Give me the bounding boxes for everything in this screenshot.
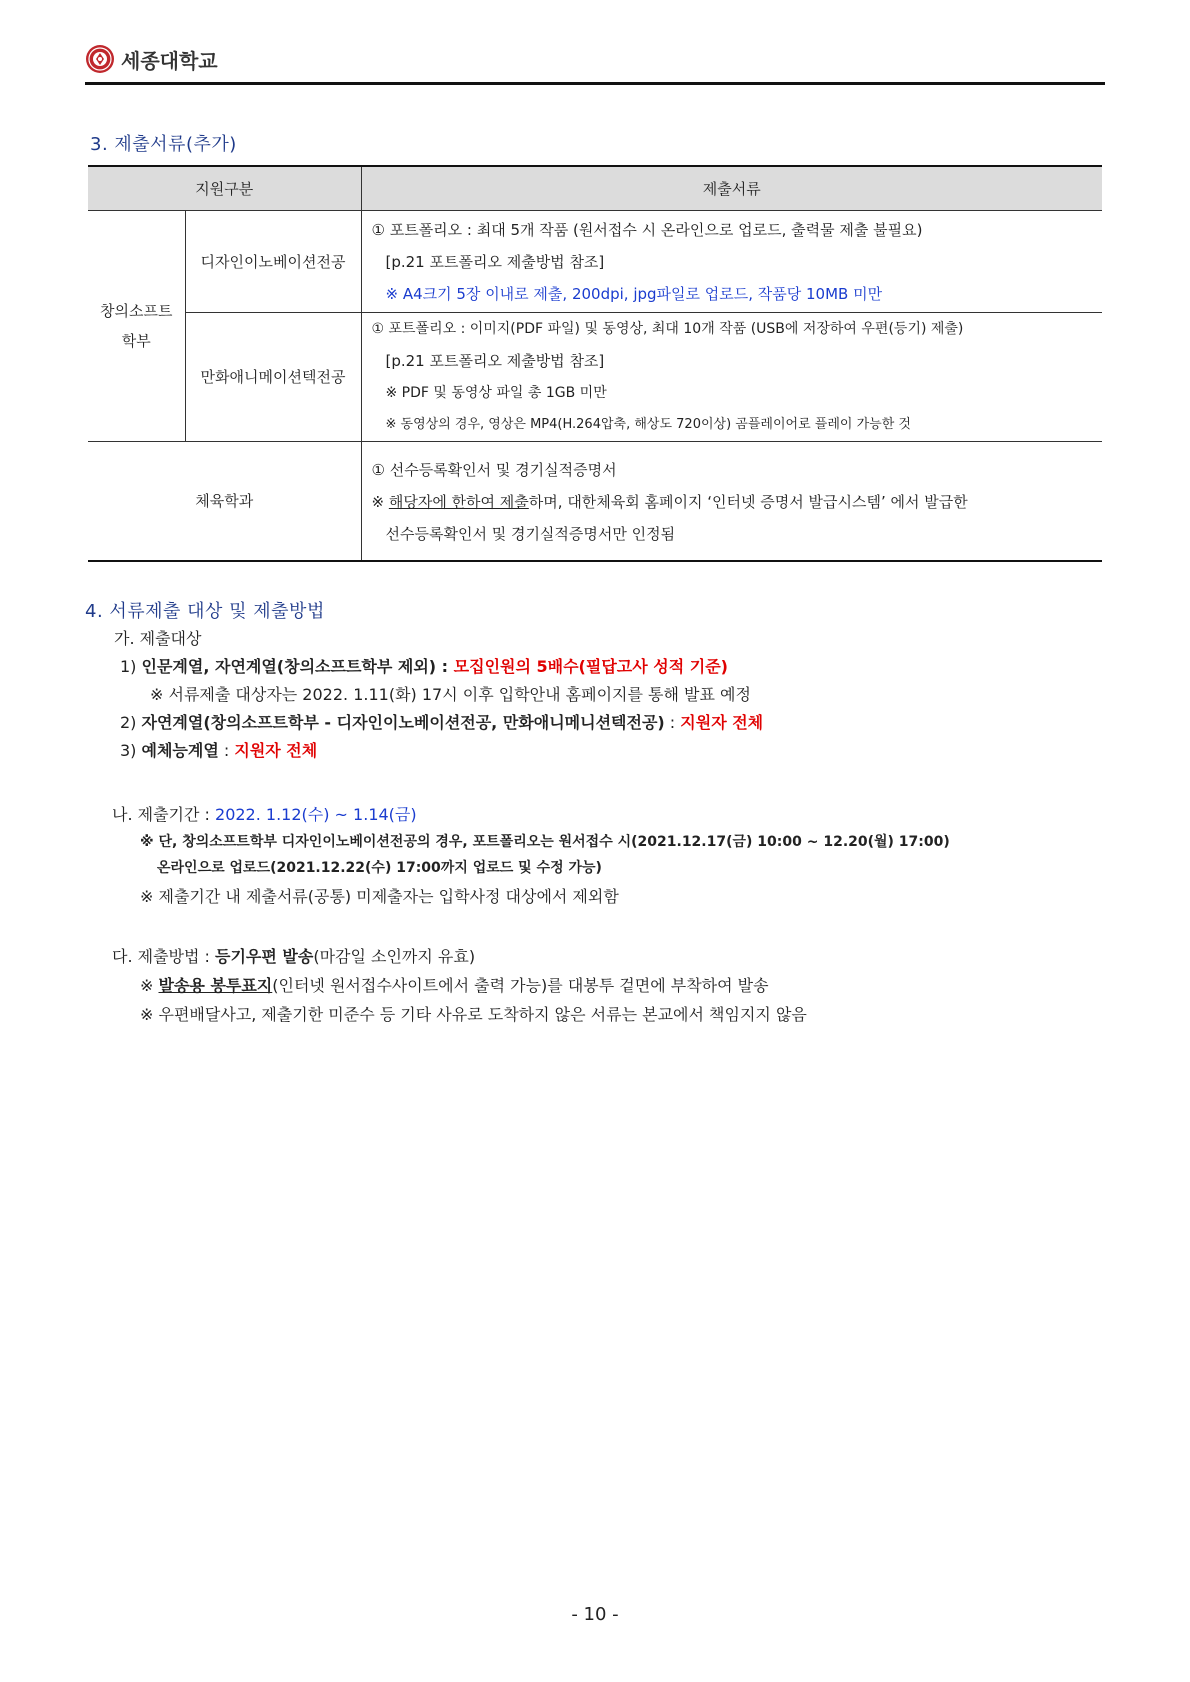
item-bold-text: 예체능계열 bbox=[141, 741, 219, 760]
major-design-innovation: 디자인이노베이션전공 bbox=[185, 211, 361, 313]
target-item-1-note: ※ 서류제출 대상자는 2022. 1.11(화) 17시 이후 입학안내 홈페이지를 통해 발표 예정 bbox=[150, 685, 751, 704]
doc-line: ① 포트폴리오 : 이미지(PDF 파일) 및 동영상, 최대 10개 작품 (USB에 저장하여 우편(등기) 제출) bbox=[371, 321, 964, 337]
item-number: 3) bbox=[120, 741, 142, 760]
item-red-text: 지원자 전체 bbox=[680, 713, 764, 732]
page-number: - 10 - bbox=[571, 1604, 619, 1625]
table-header-row bbox=[88, 166, 1102, 211]
group-label-line: 창의소프트 bbox=[100, 302, 173, 320]
heading-text: 다. 제출방법 : bbox=[112, 947, 216, 966]
note-mark: ※ bbox=[140, 976, 159, 995]
header-applicant-category: 지원구분 bbox=[88, 166, 361, 211]
item-separator: : bbox=[218, 741, 235, 760]
section4-title: 4. 서류제출 대상 및 제출방법 bbox=[85, 601, 325, 622]
major-animation-tech: 만화애니메이션텍전공 bbox=[185, 313, 361, 442]
doc-text: 하며, 대한체육회 홈페이지 ‘인터넷 증명서 발급시스템’ 에서 발급한 bbox=[528, 493, 968, 511]
header-divider bbox=[85, 82, 1105, 85]
documents-physical-education bbox=[361, 442, 1102, 562]
doc-line: ① 포트폴리오 : 최대 5개 작품 (원서접수 시 온라인으로 업로드, 출력물 제출 불필요) bbox=[371, 221, 923, 239]
table-row bbox=[88, 211, 1102, 313]
target-item-3 bbox=[120, 738, 317, 761]
group-label-software bbox=[88, 211, 185, 442]
item-separator: : bbox=[664, 713, 681, 732]
section3-title: 3. 제출서류(추가) bbox=[90, 134, 237, 155]
subsection-b-heading bbox=[112, 802, 417, 825]
note-mark: ※ bbox=[371, 493, 389, 511]
doc-line: [p.21 포트폴리오 제출방법 참조] bbox=[385, 352, 605, 370]
item-bold-text: 자연계열(창의소프트학부 - 디자인이노베이션전공, 만화애니메니션텍전공) bbox=[141, 713, 665, 732]
underlined-text: 해당자에 한하여 제출 bbox=[388, 493, 529, 511]
doc-line: ※ 동영상의 경우, 영상은 MP4(H.264압축, 해상도 720이상) 곰플레이어로 플레이 가능한 것 bbox=[385, 417, 911, 432]
submission-period: 2022. 1.12(수) ~ 1.14(금) bbox=[215, 805, 417, 824]
doc-line: ① 선수등록확인서 및 경기실적증명서 bbox=[371, 461, 617, 479]
method-text: (마감일 소인까지 유효) bbox=[313, 947, 476, 966]
group-label-line: 학부 bbox=[121, 332, 151, 350]
method-bold-text: 등기우편 발송 bbox=[215, 947, 314, 966]
documents-table bbox=[88, 165, 1102, 562]
doc-note-line: ※ A4크기 5장 이내로 제출, 200dpi, jpg파일로 업로드, 작품당 10MB 미만 bbox=[385, 285, 883, 303]
method-note-2: ※ 우편배달사고, 제출기한 미준수 등 기타 사유로 도착하지 않은 서류는 본교에서 책임지지 않음 bbox=[140, 1005, 807, 1024]
doc-line: 선수등록확인서 및 경기실적증명서만 인정됨 bbox=[385, 525, 676, 543]
heading-text: 나. 제출기간 : bbox=[112, 805, 216, 824]
university-name: 세종대학교 bbox=[121, 48, 218, 73]
underlined-text: 발송용 봉투표지 bbox=[158, 976, 273, 995]
doc-line: [p.21 포트폴리오 제출방법 참조] bbox=[385, 253, 605, 271]
doc-line bbox=[372, 486, 1103, 518]
page-header bbox=[85, 44, 218, 74]
doc-line: ※ PDF 및 동영상 파일 총 1GB 미만 bbox=[385, 385, 607, 401]
header-documents: 제출서류 bbox=[361, 166, 1102, 211]
item-red-text: 지원자 전체 bbox=[234, 741, 318, 760]
item-red-text: 모집인원의 5배수(필답고사 성적 기준) bbox=[453, 657, 728, 676]
note-text: (인터넷 원서접수사이트에서 출력 가능)를 대봉투 겉면에 부착하여 발송 bbox=[272, 976, 769, 995]
target-item-1 bbox=[120, 654, 728, 677]
period-note-1: ※ 단, 창의소프트학부 디자인이노베이션전공의 경우, 포트폴리오는 원서접수 시(2021.12.17(금) 10:00 ~ 12.20(월) 17:00) bbox=[140, 834, 950, 850]
documents-animation-tech bbox=[361, 313, 1102, 442]
target-item-2 bbox=[120, 710, 763, 733]
item-bold-text: 인문계열, 자연계열(창의소프트학부 제외) : bbox=[141, 657, 454, 676]
group-label-physical-education: 체육학과 bbox=[88, 442, 361, 562]
method-note-1 bbox=[140, 973, 769, 996]
documents-design-innovation bbox=[361, 211, 1102, 313]
subsection-c-heading bbox=[112, 944, 475, 967]
period-note-2: 온라인으로 업로드(2021.12.22(수) 17:00까지 업로드 및 수정 가능) bbox=[157, 860, 602, 876]
period-note-3: ※ 제출기간 내 제출서류(공통) 미제출자는 입학사정 대상에서 제외함 bbox=[140, 887, 619, 906]
university-seal-icon bbox=[85, 44, 115, 74]
item-number: 1) bbox=[120, 657, 142, 676]
item-number: 2) bbox=[120, 713, 142, 732]
table-row bbox=[88, 442, 1102, 562]
subsection-a-heading: 가. 제출대상 bbox=[114, 629, 202, 648]
table-row bbox=[88, 313, 1102, 442]
